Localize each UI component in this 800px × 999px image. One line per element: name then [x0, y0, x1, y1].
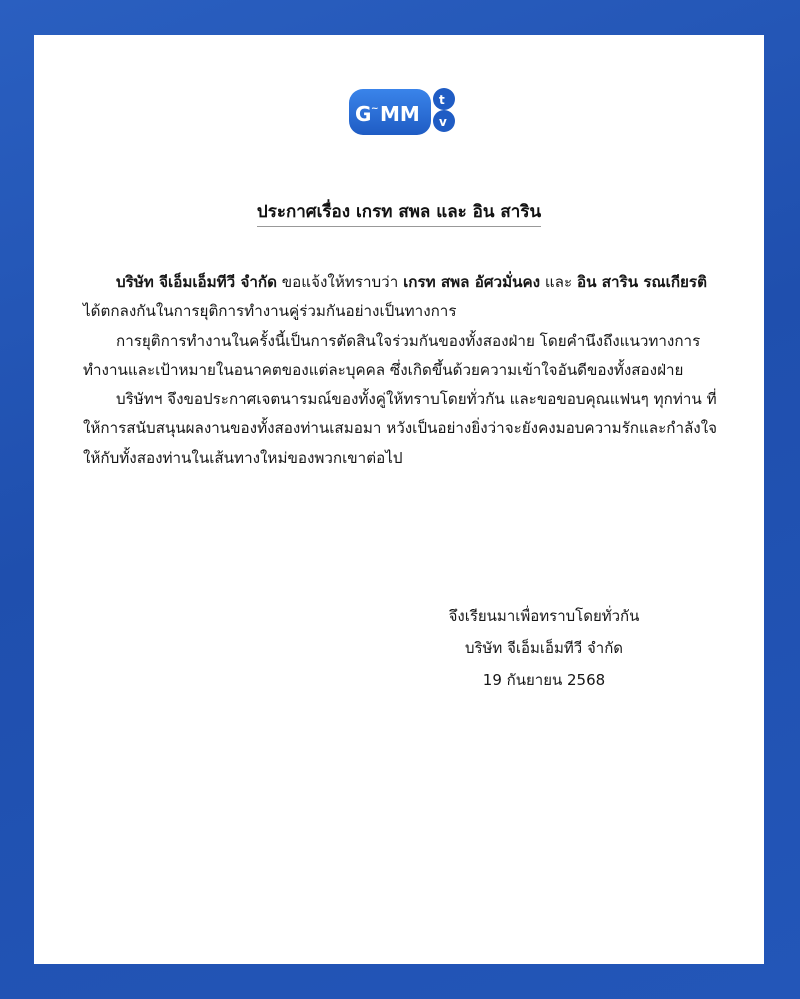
svg-text:G: G — [355, 102, 372, 126]
gmmtv-logo — [347, 81, 459, 141]
announcement-card — [34, 35, 764, 964]
company-name: บริษัท จีเอ็มเอ็มทีวี จำกัด — [116, 273, 277, 291]
svg-text:MM: MM — [380, 102, 420, 126]
paragraph-3: บริษัทฯ จึงขอประกาศเจตนารมณ์ของทั้งคู่ให้ทราบโดยทั่วกัน และขอขอบคุณแฟนๆ ทุกท่าน ที่ให้การสนับสนุนผลงานของทั้งสองท่านเสมอมา หวังเป็นอย่างยิ่งว่าจะยังคงมอบความรักและกำลังใจให้กับทั้งสองท่านในเส้นทางใหม่ของพวกเขาต่อไป — [83, 390, 718, 467]
announcement-title: ประกาศเรื่อง เกรท สพล และ อิน สาริน — [34, 198, 764, 225]
announcement-date: 19 กันยายน 2568 — [482, 671, 606, 689]
signature-block — [414, 600, 674, 696]
paragraph-1: บริษัท จีเอ็มเอ็มทีวี จำกัด ขอแจ้งให้ทราบว่า เกรท สพล อัศวมั่นคง และ อิน สาริน รณเกียรติ ได้ตกลงกันในการยุติการทำงานคู่ร่วมกันอย่างเป็นทางการ — [83, 273, 707, 321]
announcement-body — [83, 268, 723, 473]
paragraph-2: การยุติการทำงานในครั้งนี้เป็นการตัดสินใจร่วมกันของทั้งสองฝ่าย โดยคำนึงถึงแนวทางการทำงานและเป้าหมายในอนาคตของแต่ละบุคคล ซึ่งเกิดขึ้นด้วยความเข้าใจอันดีของทั้งสองฝ่าย — [83, 331, 701, 379]
artist-name-1: เกรท สพล อัศวมั่นคง — [403, 273, 541, 291]
svg-text:v: v — [439, 115, 447, 129]
closing-line: จึงเรียนมาเพื่อทราบโดยทั่วกัน — [448, 607, 640, 625]
svg-text:t: t — [439, 93, 445, 107]
svg-text:~: ~ — [371, 104, 379, 114]
artist-name-2: อิน สาริน รณเกียรติ — [576, 273, 707, 291]
signer-company: บริษัท จีเอ็มเอ็มทีวี จำกัด — [464, 639, 624, 657]
